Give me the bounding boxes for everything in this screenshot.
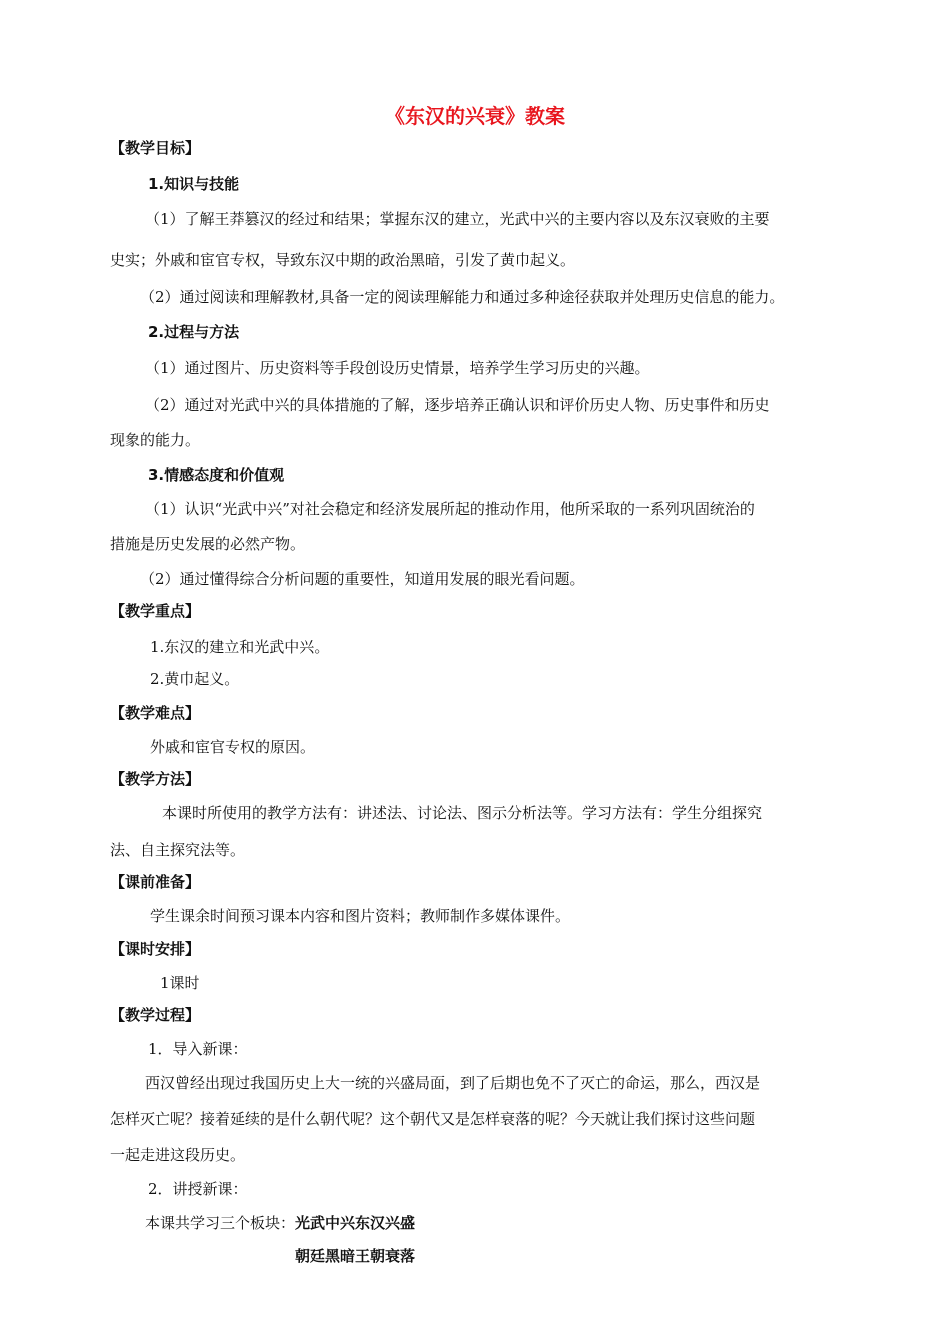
paragraph-line: 外戚和宦官专权的原因。	[150, 738, 316, 756]
subheading-emotion-values: 3.情感态度和价值观	[148, 466, 285, 484]
paragraph-line: （2）通过对光武中兴的具体措施的了解，逐步培养正确认识和评价历史人物、历史事件和历史	[145, 396, 770, 414]
paragraph-line: 学生课余时间预习课本内容和图片资料；教师制作多媒体课件。	[150, 907, 571, 925]
paragraph-line: （1）认识“光武中兴”对社会稳定和经济发展所起的推动作用，他所采取的一系列巩固统治的	[145, 500, 755, 518]
paragraph-line: 现象的能力。	[110, 431, 201, 449]
list-item: 1.东汉的建立和光武中兴。	[150, 638, 330, 656]
paragraph-line: 一起走进这段历史。	[110, 1146, 246, 1164]
step-heading: 2．讲授新课：	[148, 1180, 248, 1198]
block-title-2: 朝廷黑暗王朝衰落	[295, 1247, 416, 1265]
section-heading-difficulties: 【教学难点】	[110, 704, 201, 722]
section-heading-schedule: 【课时安排】	[110, 940, 201, 958]
blocks-prefix: 本课共学习三个板块：	[145, 1214, 296, 1232]
paragraph-line: 1课时	[160, 974, 200, 992]
paragraph-line: 措施是历史发展的必然产物。	[110, 535, 306, 553]
paragraph-line: （2）通过懂得综合分析问题的重要性，知道用发展的眼光看问题。	[140, 570, 585, 588]
section-heading-process: 【教学过程】	[110, 1006, 201, 1024]
document-title: 《东汉的兴衰》教案	[385, 104, 565, 128]
paragraph-line: 西汉曾经出现过我国历史上大一统的兴盛局面，到了后期也免不了灭亡的命运，那么，西汉是	[145, 1074, 761, 1092]
section-heading-key-points: 【教学重点】	[110, 602, 201, 620]
subheading-knowledge-skills: 1.知识与技能	[148, 175, 240, 193]
paragraph-line: （2）通过阅读和理解教材,具备一定的阅读理解能力和通过多种途径获取并处理历史信息的能力。	[140, 288, 785, 306]
section-heading-preparation: 【课前准备】	[110, 873, 201, 891]
paragraph-line: 史实；外戚和宦官专权，导致东汉中期的政治黑暗，引发了黄巾起义。	[110, 251, 576, 269]
paragraph-line: 本课时所使用的教学方法有：讲述法、讨论法、图示分析法等。学习方法有：学生分组探究	[162, 804, 763, 822]
block-title-1: 光武中兴东汉兴盛	[295, 1214, 416, 1232]
paragraph-line: （1）通过图片、历史资料等手段创设历史情景，培养学生学习历史的兴趣。	[145, 359, 650, 377]
section-heading-objectives: 【教学目标】	[110, 139, 201, 157]
step-heading: 1．导入新课：	[148, 1040, 248, 1058]
paragraph-line: （1）了解王莽篡汉的经过和结果；掌握东汉的建立，光武中兴的主要内容以及东汉衰败的主要	[145, 210, 770, 228]
paragraph-line: 法、自主探究法等。	[110, 841, 246, 859]
subheading-process-methods: 2.过程与方法	[148, 323, 240, 341]
section-heading-methods: 【教学方法】	[110, 770, 201, 788]
paragraph-line: 怎样灭亡呢？接着延续的是什么朝代呢？这个朝代又是怎样衰落的呢？今天就让我们探讨这些问题	[110, 1110, 756, 1128]
list-item: 2.黄巾起义。	[150, 670, 240, 688]
paragraph-line	[145, 1213, 415, 1233]
